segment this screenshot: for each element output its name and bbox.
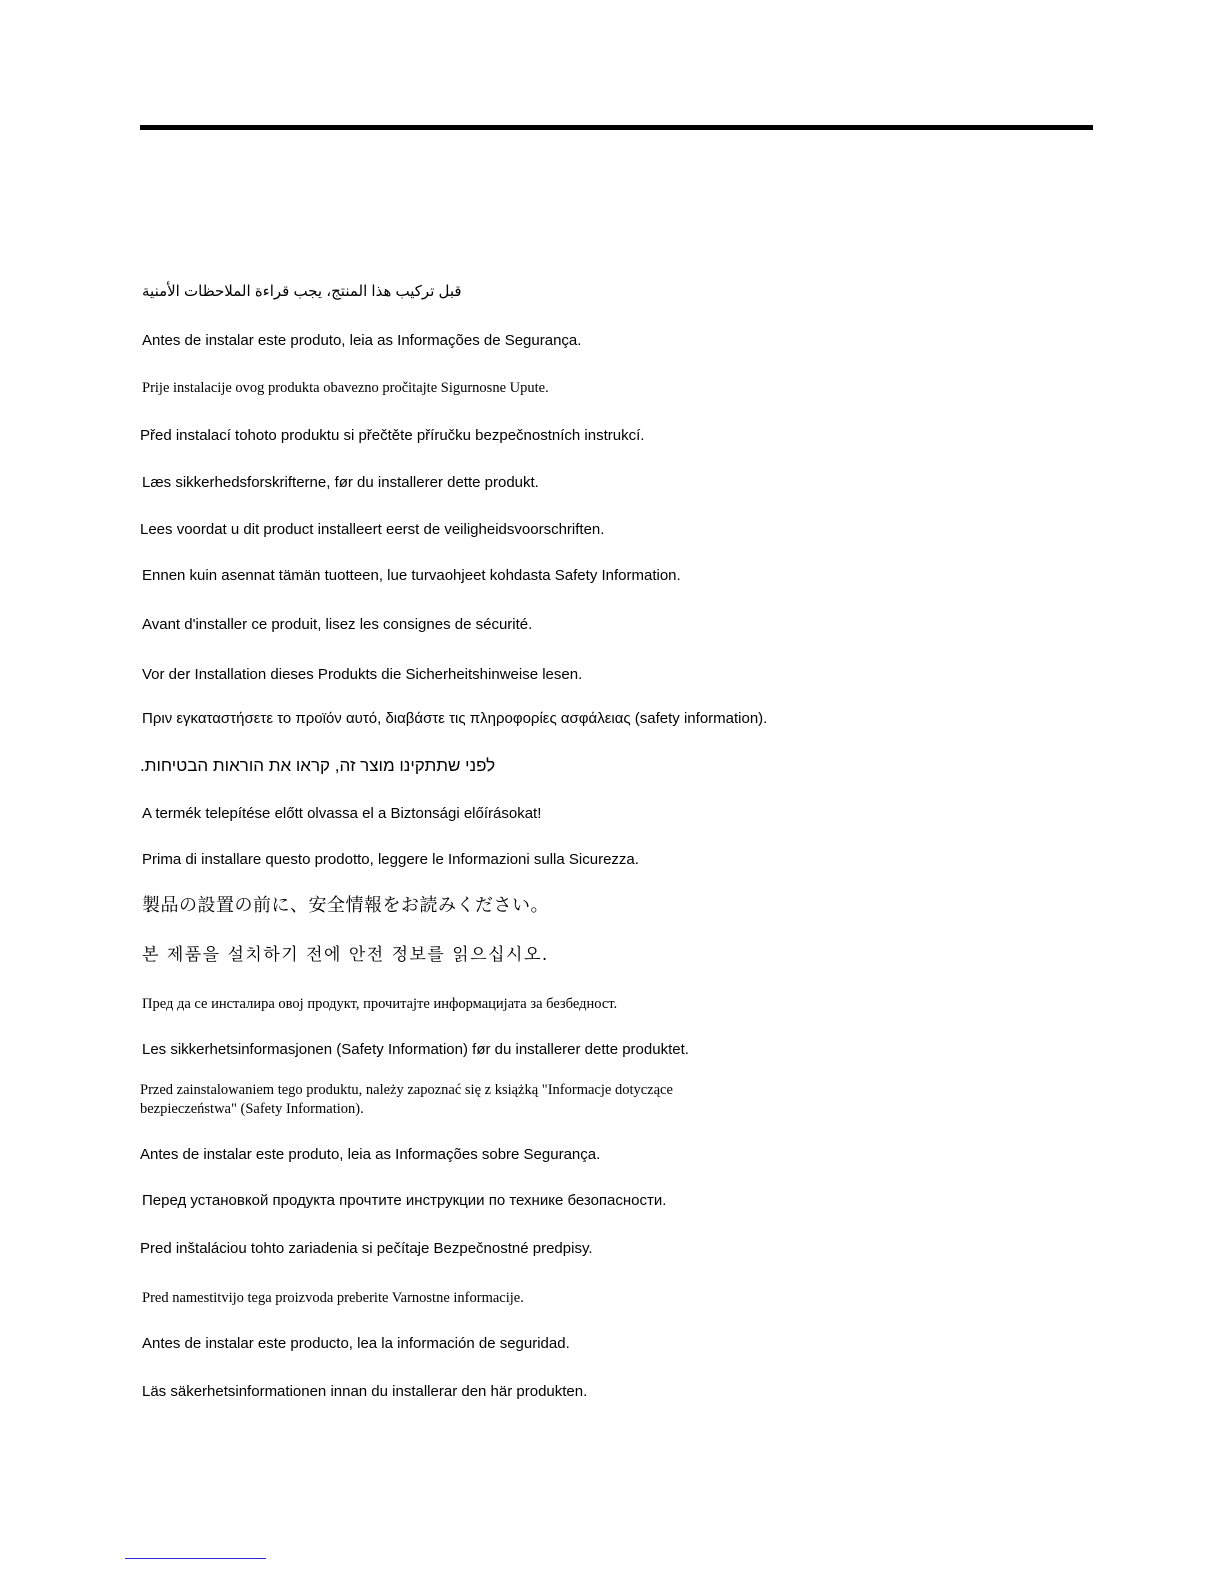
safety-notice-italian: Prima di installare questo prodotto, leggere le Informazioni sulla Sicurezza. <box>142 851 639 868</box>
safety-notice-slovenian: Pred namestitvijo tega proizvoda preberite Varnostne informacije. <box>142 1290 524 1306</box>
safety-notice-russian: Перед установкой продукта прочтите инструкции по технике безопасности. <box>142 1192 667 1209</box>
safety-notice-greek: Πριν εγκαταστήσετε το προϊόν αυτό, διαβάστε τις πληροφορίες ασφάλειας (safety information). <box>142 710 768 727</box>
safety-notice-korean: 본 제품을 설치하기 전에 안전 정보를 읽으십시오. <box>142 945 549 965</box>
safety-notice-polish: Przed zainstalowaniem tego produktu, należy zapoznać się z książką "Informacje dotyczące bezpieczeństwa" (Safety Information). <box>140 1082 673 1117</box>
top-rule <box>140 125 1093 130</box>
safety-notice-hungarian: A termék telepítése előtt olvassa el a Biztonsági előírásokat! <box>142 805 542 822</box>
safety-notice-hebrew: לפני שתתקינו מוצר זה, קראו את הוראות הבטיחות. <box>140 756 496 775</box>
safety-notice-swedish: Läs säkerhetsinformationen innan du installerar den här produkten. <box>142 1383 588 1400</box>
safety-notice-japanese: 製品の設置の前に、安全情報をお読みください。 <box>142 895 549 916</box>
safety-notice-croatian: Prije instalacije ovog produkta obavezno pročitajte Sigurnosne Upute. <box>142 380 549 396</box>
safety-notice-macedonian: Пред да се инсталира овој продукт, прочитајте информацијата за безбедност. <box>142 996 618 1012</box>
safety-notice-portuguese: Antes de instalar este produto, leia as Informações sobre Segurança. <box>140 1146 601 1163</box>
safety-notice-danish: Læs sikkerhedsforskrifterne, før du installerer dette produkt. <box>142 474 539 491</box>
footer-link-underline <box>125 1558 266 1559</box>
safety-notice-french: Avant d'installer ce produit, lisez les consignes de sécurité. <box>142 616 533 633</box>
safety-notice-norwegian: Les sikkerhetsinformasjonen (Safety Information) før du installerer dette produktet. <box>142 1041 689 1058</box>
safety-notice-slovak: Pred inštaláciou tohto zariadenia si pečítaje Bezpečnostné predpisy. <box>140 1240 593 1257</box>
safety-notice-portuguese-br: Antes de instalar este produto, leia as Informações de Segurança. <box>142 332 582 349</box>
safety-notice-dutch: Lees voordat u dit product installeert eerst de veiligheidsvoorschriften. <box>140 521 605 538</box>
safety-notice-czech: Před instalací tohoto produktu si přečtěte příručku bezpečnostních instrukcí. <box>140 427 645 444</box>
safety-notice-german: Vor der Installation dieses Produkts die Sicherheitshinweise lesen. <box>142 666 583 683</box>
safety-notice-spanish: Antes de instalar este producto, lea la información de seguridad. <box>142 1335 570 1352</box>
safety-notice-arabic: قبل تركيب هذا المنتج، يجب قراءة الملاحظات الأمنية <box>142 283 462 300</box>
safety-notice-finnish: Ennen kuin asennat tämän tuotteen, lue turvaohjeet kohdasta Safety Information. <box>142 567 681 584</box>
